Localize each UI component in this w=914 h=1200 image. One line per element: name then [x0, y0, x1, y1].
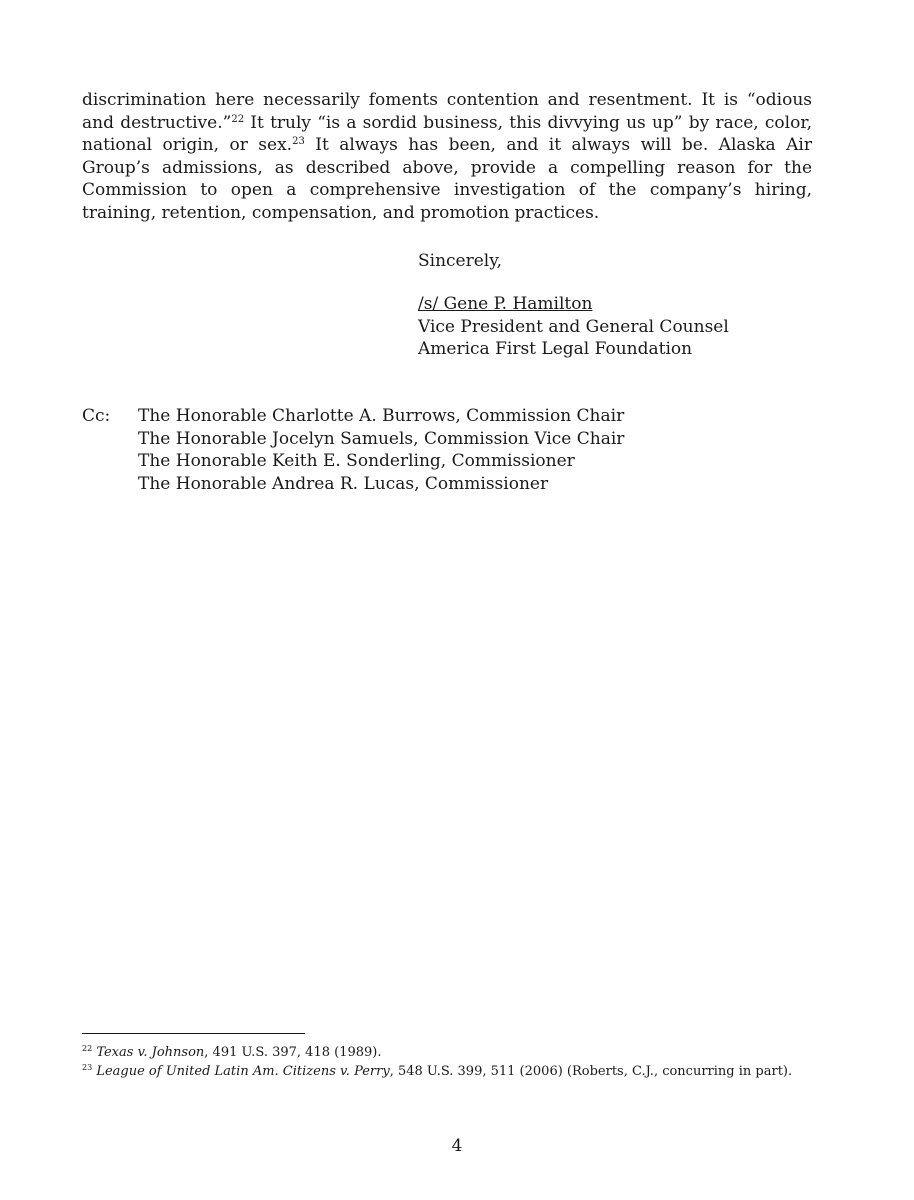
footnote-ref-22: 22 — [231, 113, 245, 125]
closing-salutation: Sincerely, — [418, 251, 502, 271]
footnote-number: 22 — [82, 1044, 93, 1053]
footnote-23 — [82, 1062, 812, 1081]
cc-label: Cc: — [82, 406, 111, 426]
signer-title: Vice President and General Counsel — [418, 316, 729, 337]
cc-recipient-list — [138, 405, 624, 495]
footnote-divider — [82, 1033, 305, 1034]
footnote-ref-23: 23 — [292, 136, 305, 148]
footnote-case-name: Texas v. Johnson — [96, 1045, 205, 1060]
page-number: 4 — [451, 1136, 463, 1156]
signature-line: /s/ Gene P. Hamilton — [418, 294, 593, 314]
footnote-number: 23 — [82, 1063, 93, 1072]
cc-recipient: The Honorable Charlotte A. Burrows, Commission Chair — [138, 406, 625, 426]
footnote-citation: , 491 U.S. 397, 418 (1989). — [204, 1045, 382, 1060]
body-text-part-1: discrimination here necessarily foments contention and resentment. It is “odious and destructive.” — [82, 90, 812, 133]
signature-block — [418, 293, 729, 361]
footnote-22 — [82, 1043, 812, 1062]
cc-recipient: The Honorable Keith E. Sonderling, Commissioner — [138, 451, 575, 472]
footnote-case-name: League of United Latin Am. Citizens v. Perry — [96, 1064, 390, 1079]
body-text-part-3: It always has been, and it always will be. Alaska Air Group’s admissions, as described above, provide a compelling reason for the Commission to open a comprehensive investigation of the company’s hiring, training, retention, compensation, and promotion practices. — [82, 135, 812, 223]
footnote-citation: , 548 U.S. 399, 511 (2006) (Roberts, C.J., concurring in part). — [389, 1064, 793, 1079]
footnotes — [82, 1043, 812, 1081]
signer-organization: America First Legal Foundation — [418, 339, 693, 360]
body-text-part-2: It truly “is a sordid business, this divvying us up” by race, color, national origin, or sex. — [82, 112, 813, 156]
cc-recipient: The Honorable Jocelyn Samuels, Commission Vice Chair — [138, 428, 625, 449]
body-paragraph — [82, 89, 812, 225]
cc-recipient: The Honorable Andrea R. Lucas, Commissioner — [138, 473, 549, 494]
